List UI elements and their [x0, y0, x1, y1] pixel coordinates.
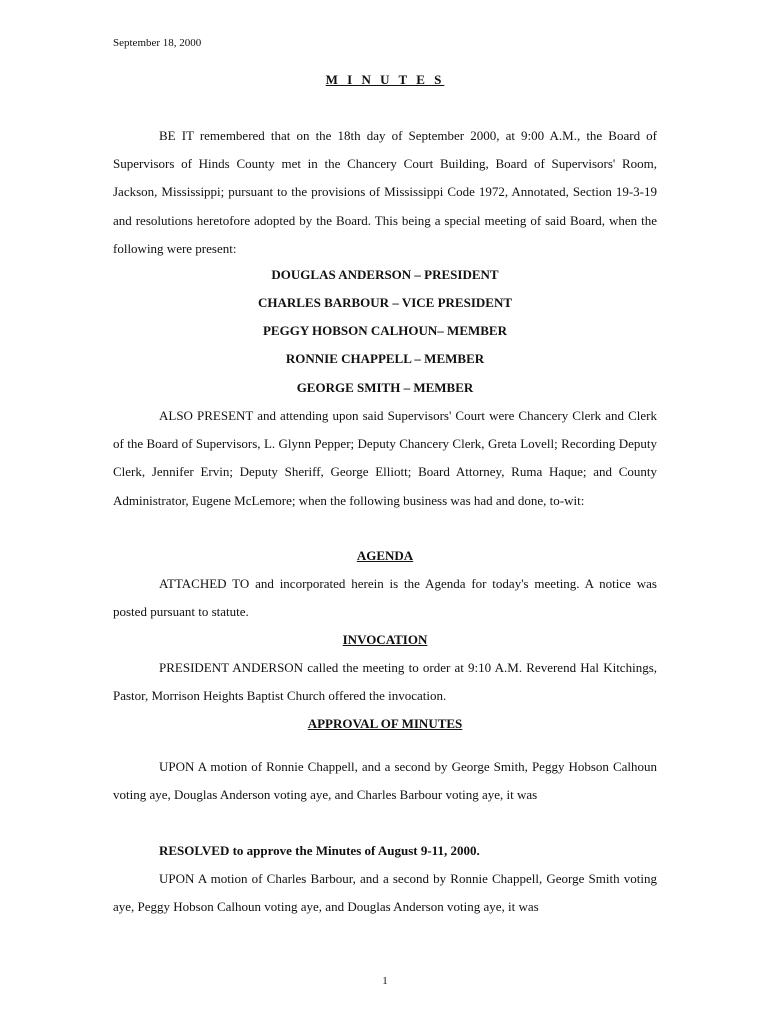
invocation-heading: INVOCATION: [342, 632, 428, 647]
resolved-statement: RESOLVED to approve the Minutes of August 9-11, 2000.: [159, 843, 480, 858]
member-line-2: CHARLES BARBOUR – VICE PRESIDENT: [257, 295, 513, 310]
agenda-paragraph: ATTACHED TO and incorporated herein is the Agenda for today's meeting. A notice was posted pursuant to statute.: [113, 576, 657, 620]
header-date: September 18, 2000: [113, 37, 202, 49]
also-present-paragraph: ALSO PRESENT and attending upon said Supervisors' Court were Chancery Clerk and Clerk of the Board of Supervisors, L. Glynn Pepper; Deputy Chancery Clerk, Greta Lovell; Recording Deputy Clerk, Jennifer Ervin; Deputy Sheriff, George Elliott; Board Attorney, Ruma Haque; and County Administrator, Eugene McLemore; when the following business was had and done, to-wit:: [113, 408, 657, 508]
member-line-4: RONNIE CHAPPELL – MEMBER: [285, 351, 485, 366]
intro-paragraph: BE IT remembered that on the 18th day of September 2000, at 9:00 A.M., the Board of Supervisors of Hinds County met in the Chancery Court Building, Board of Supervisors' Room, Jackson, Mississippi; pursuant to the provisions of Mississippi Code 1972, Annotated, Section 19-3-19 and resolutions heretofore adopted by the Board. This being a special meeting of said Board, when the following were present:: [113, 128, 657, 256]
member-line-1: DOUGLAS ANDERSON – PRESIDENT: [271, 267, 499, 282]
approval-motion-2: UPON A motion of Charles Barbour, and a second by Ronnie Chappell, George Smith voting aye, Peggy Hobson Calhoun voting aye, and Douglas Anderson voting aye, it was: [113, 871, 657, 915]
member-line-3: PEGGY HOBSON CALHOUN– MEMBER: [262, 323, 507, 338]
page-number: 1: [382, 975, 388, 987]
approval-motion-1: UPON A motion of Ronnie Chappell, and a second by George Smith, Peggy Hobson Calhoun voting aye, Douglas Anderson voting aye, and Charles Barbour voting aye, it was: [113, 759, 657, 803]
approval-heading: APPROVAL OF MINUTES: [307, 716, 463, 731]
member-line-5: GEORGE SMITH – MEMBER: [296, 380, 474, 395]
invocation-paragraph: PRESIDENT ANDERSON called the meeting to order at 9:10 A.M. Reverend Hal Kitchings, Pastor, Morrison Heights Baptist Church offered the invocation.: [113, 660, 657, 704]
minutes-title: M I N U T E S: [325, 72, 445, 87]
agenda-heading: AGENDA: [356, 548, 414, 563]
